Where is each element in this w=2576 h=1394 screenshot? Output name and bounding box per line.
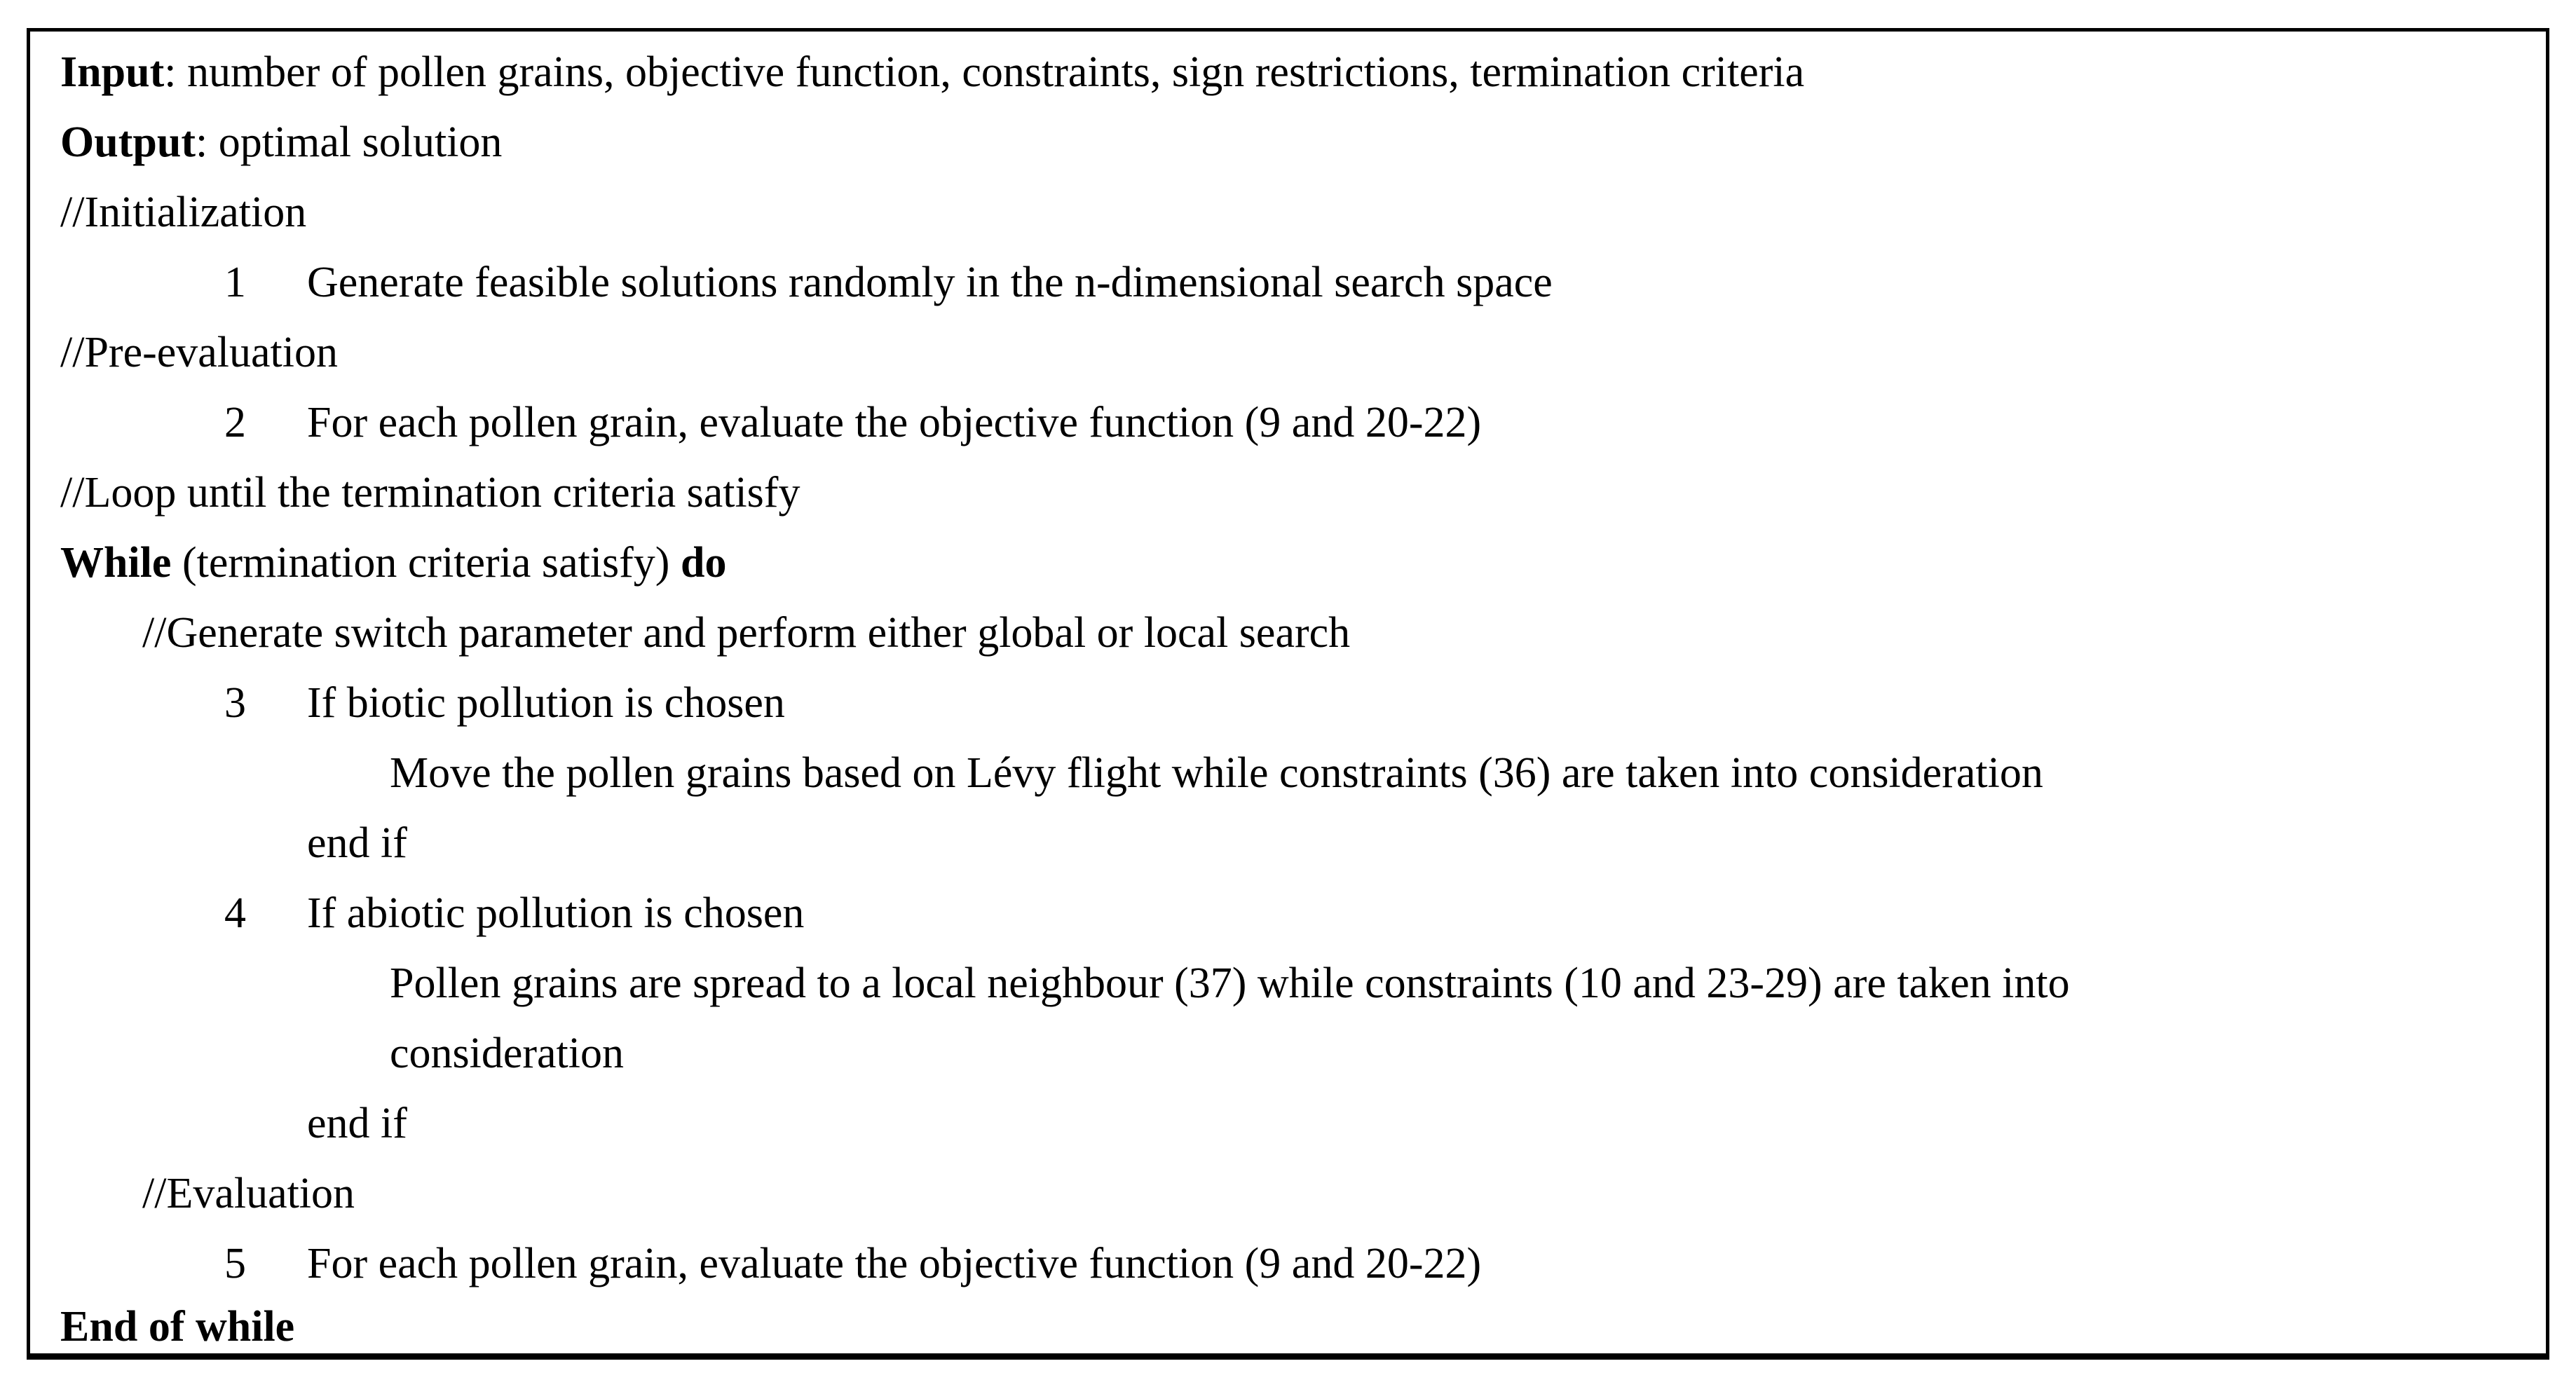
step-3-body: Move the pollen grains based on Lévy flight while constraints (36) are taken into consideration (390, 749, 2043, 797)
while-line (60, 541, 726, 585)
end-if-2: end if (307, 1100, 407, 1147)
step-2-text: For each pollen grain, evaluate the objective function (9 and 20-22) (307, 399, 1482, 446)
output-text: : optimal solution (195, 118, 503, 166)
step-4-body-line-2: consideration (390, 1030, 625, 1077)
while-keyword: While (60, 539, 172, 587)
step-4-body-line-1: Pollen grains are spread to a local neighbour (37) while constraints (10 and 23-29) are taken into (390, 959, 2070, 1007)
end-if-1: end if (307, 819, 407, 867)
step-number-5: 5 (224, 1240, 246, 1287)
step-number-2: 2 (224, 399, 246, 446)
end-of-while: End of while (60, 1303, 295, 1351)
output-line (60, 118, 503, 166)
comment-switch: //Generate switch parameter and perform either global or local search (142, 609, 1351, 657)
comment-pre-evaluation: //Pre-evaluation (60, 329, 338, 376)
step-number-3: 3 (224, 679, 246, 727)
comment-evaluation: //Evaluation (142, 1170, 355, 1217)
comment-initialization: //Initialization (60, 189, 307, 236)
step-4-text: If abiotic pollution is chosen (307, 889, 805, 937)
step-number-4: 4 (224, 889, 246, 937)
step-5-text: For each pollen grain, evaluate the objective function (9 and 20-22) (307, 1240, 1482, 1287)
do-keyword: do (680, 539, 727, 587)
input-label: Input (60, 48, 165, 96)
input-text: : number of pollen grains, objective function, constraints, sign restrictions, termination criteria (164, 48, 1805, 96)
output-label: Output (60, 118, 196, 166)
while-condition: (termination criteria satisfy) (171, 539, 681, 587)
comment-loop: //Loop until the termination criteria satisfy (60, 469, 800, 517)
step-number-1: 1 (224, 259, 246, 306)
step-3-text: If biotic pollution is chosen (307, 679, 785, 727)
step-1-text: Generate feasible solutions randomly in the n-dimensional search space (307, 259, 1553, 306)
input-line (60, 50, 1804, 94)
